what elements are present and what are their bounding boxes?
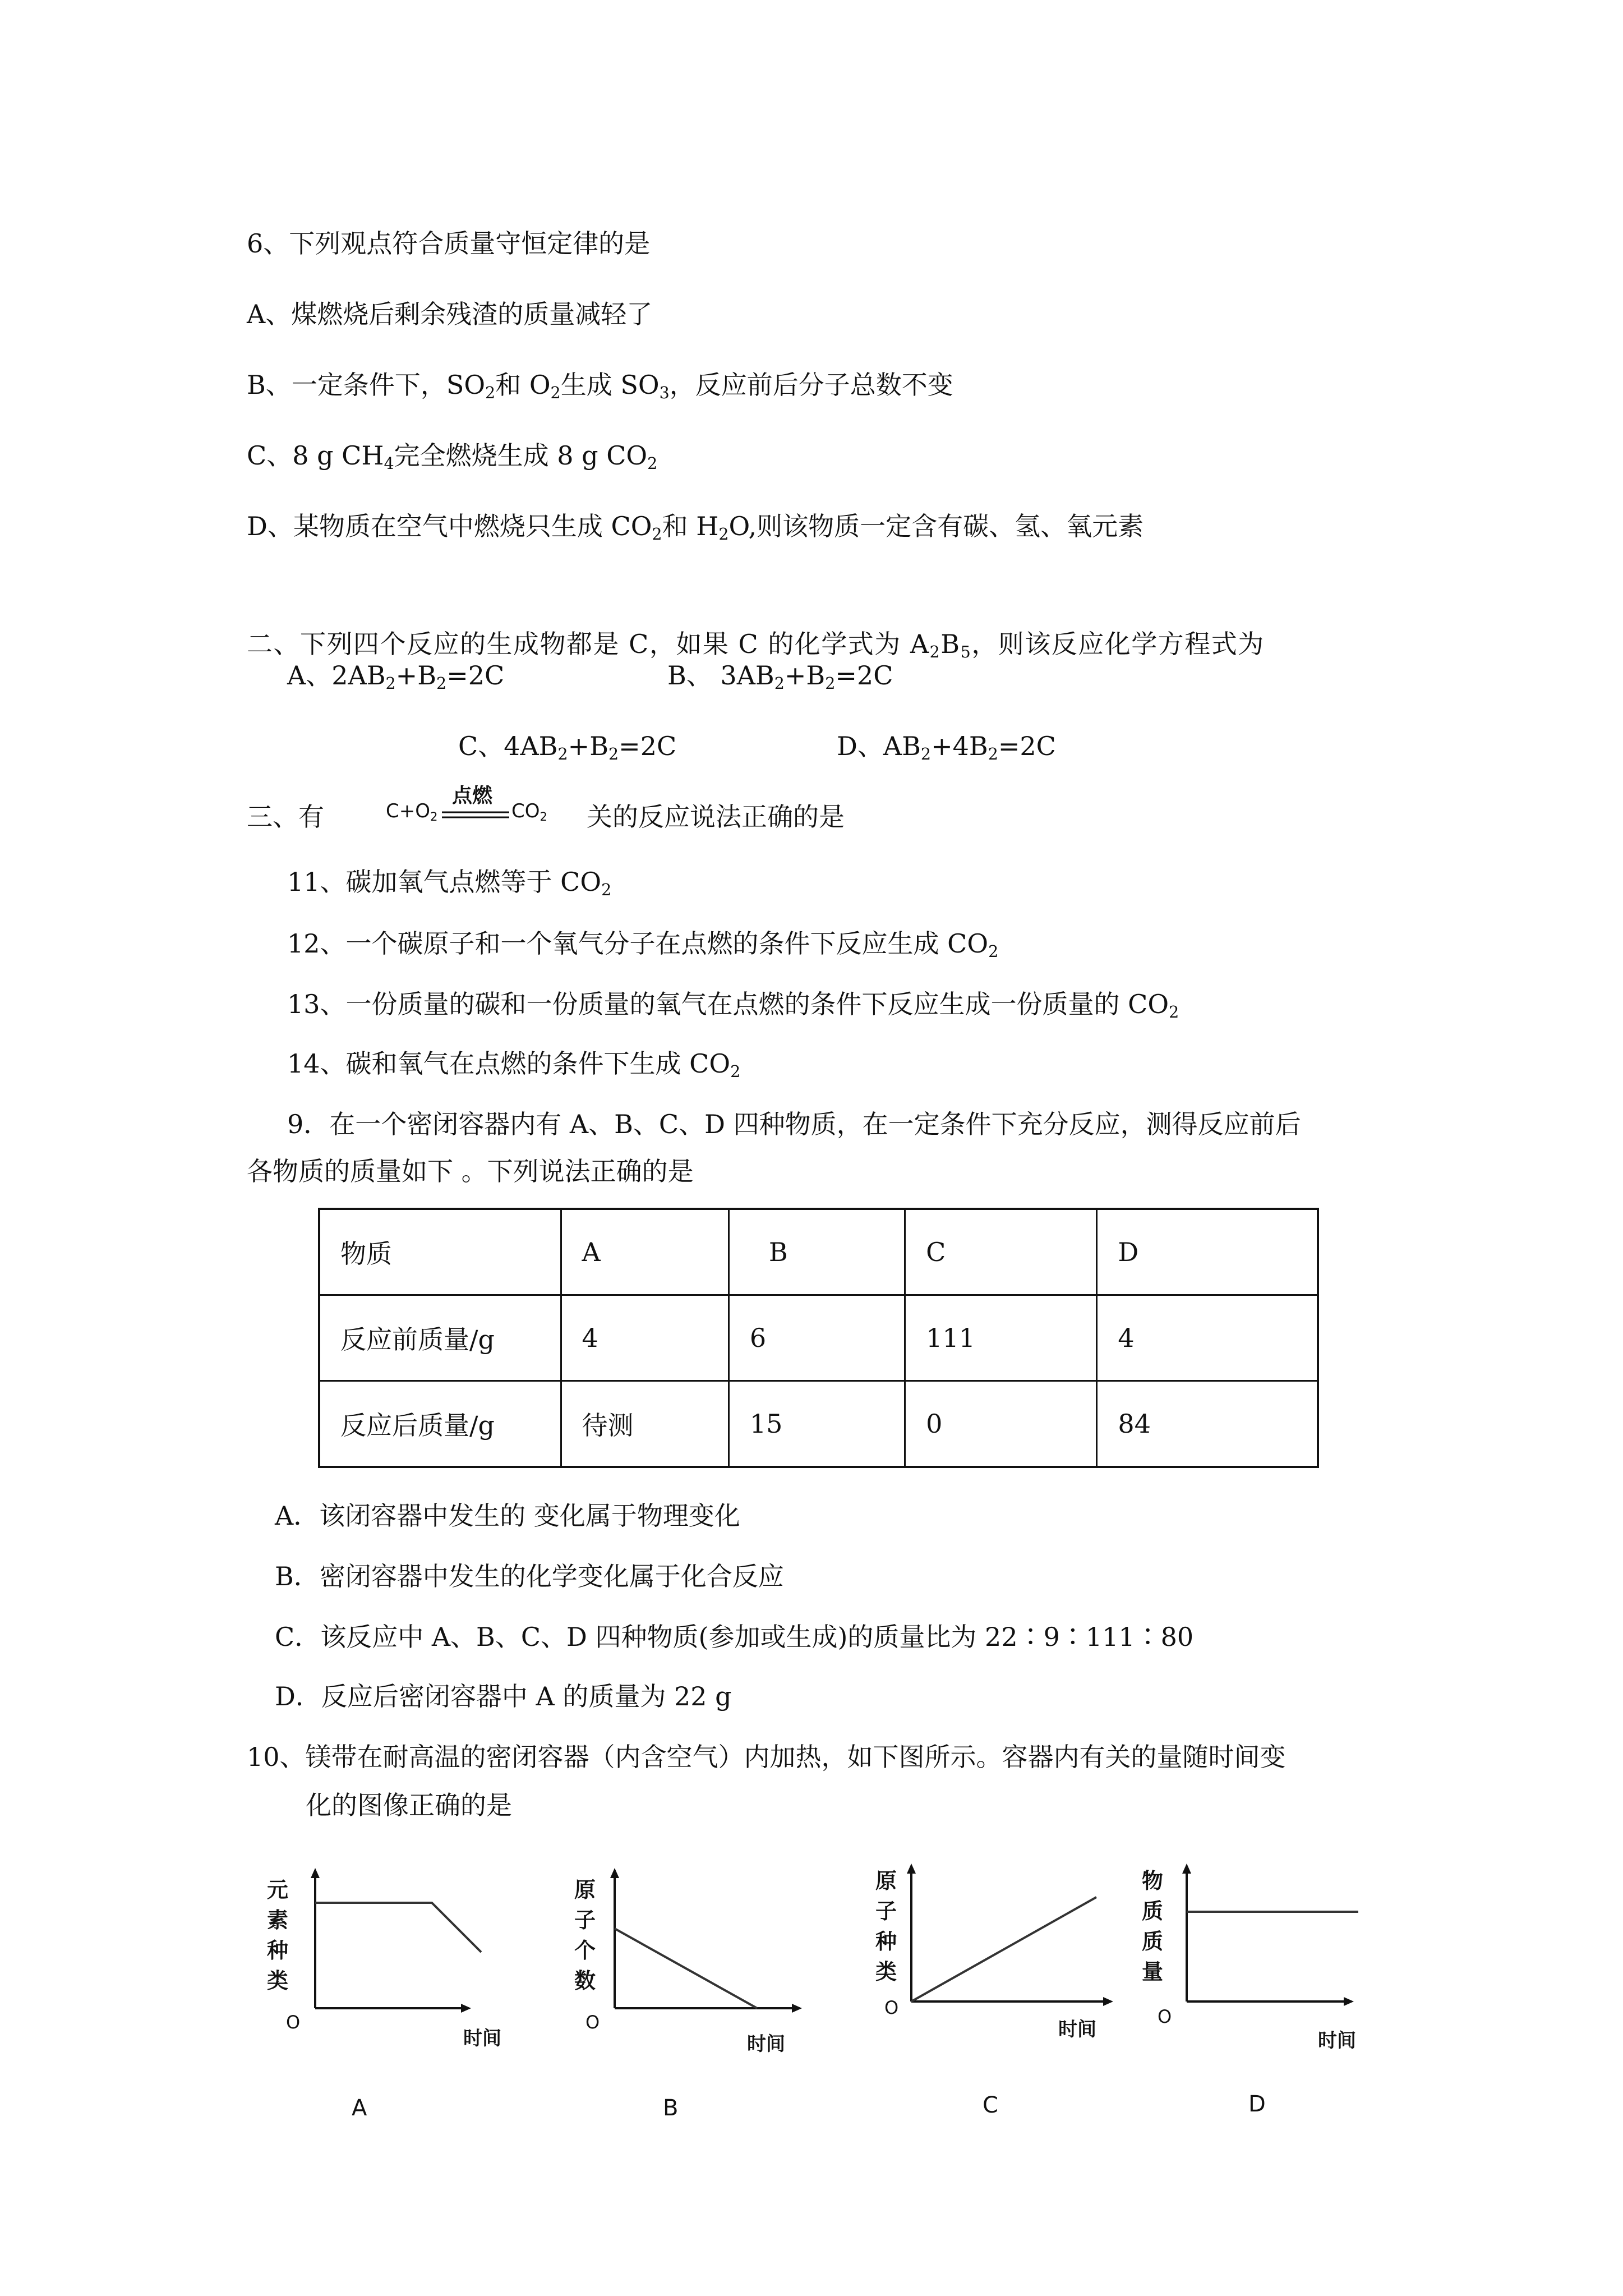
y-axis-arrow bbox=[610, 1868, 619, 1878]
q9-stem-line2: 各物质的质量如下 。下列说法正确的是 bbox=[247, 1156, 694, 1186]
graph-a-origin: O bbox=[286, 2012, 301, 2033]
q7-option-d-mid: +4B bbox=[931, 731, 988, 761]
graph-c-letter: C bbox=[983, 2092, 998, 2118]
q7-option-c-pre: C、4AB bbox=[458, 731, 558, 761]
graph-c-x-label: 时间 bbox=[1058, 2018, 1096, 2041]
equation-lhs-text: C+O bbox=[386, 800, 430, 822]
q9-option-a: A．该闭容器中发生的 变化属于物理变化 bbox=[275, 1501, 740, 1531]
q9-option-b: B．密闭容器中发生的化学变化属于化合反应 bbox=[275, 1561, 784, 1591]
q9-stem-line1: 9．在一个密闭容器内有 A、B、C、D 四种物质，在一定条件下充分反应，测得反应前后 bbox=[287, 1109, 1301, 1139]
q7-option-a-post: =2C bbox=[446, 660, 505, 691]
q8-item-12 bbox=[287, 927, 998, 960]
x-axis-arrow bbox=[792, 2004, 802, 2013]
q8-stem-post: 关的反应说法正确的是 bbox=[587, 802, 845, 832]
q6-option-c-label: C、 bbox=[247, 440, 293, 471]
y-label-char: 种 bbox=[266, 1938, 288, 1963]
q7-stem-mid: B bbox=[940, 629, 961, 659]
subscript: 4 bbox=[384, 454, 394, 473]
y-axis-arrow bbox=[907, 1864, 916, 1874]
q6-option-c-mid: 完全燃烧生成 8 g CO bbox=[394, 440, 648, 471]
y-axis-arrow bbox=[311, 1868, 320, 1878]
q6-option-c-pre: 8 g CH bbox=[292, 440, 384, 471]
subscript: 2 bbox=[601, 880, 612, 899]
y-label-char: 个 bbox=[574, 1938, 596, 1963]
table-cell: 0 bbox=[905, 1381, 1097, 1467]
y-label-char: 种 bbox=[875, 1929, 897, 1954]
q7-stem-pre: 二、下列四个反应的生成物都是 C，如果 C 的化学式为 A bbox=[247, 629, 930, 659]
q6-option-a-label: A、 bbox=[247, 299, 292, 329]
graph-a-x-label: 时间 bbox=[463, 2027, 501, 2050]
q8-item-13 bbox=[287, 987, 1179, 1021]
y-label-char: 子 bbox=[574, 1908, 596, 1932]
table-cell: C bbox=[905, 1209, 1097, 1295]
q6-option-d-post: O,则该物质一定含有碳、氢、氧元素 bbox=[728, 511, 1144, 541]
subscript: 2 bbox=[718, 524, 729, 544]
equation-rhs bbox=[511, 800, 547, 822]
q6-option-c bbox=[247, 439, 657, 472]
graph-a bbox=[264, 1868, 499, 2059]
table-row bbox=[319, 1381, 1318, 1467]
subscript: 5 bbox=[960, 642, 972, 661]
y-label-char: 质 bbox=[1141, 1929, 1163, 1954]
subscript: 2 bbox=[920, 744, 932, 763]
x-axis-arrow bbox=[461, 2004, 471, 2013]
q6-option-a bbox=[247, 297, 652, 331]
equation-condition: 点燃 bbox=[452, 784, 493, 807]
subscript: 2 bbox=[550, 383, 561, 402]
q7-stem-post: ，则该反应化学方程式为 bbox=[971, 629, 1265, 659]
q7-option-b bbox=[667, 659, 893, 692]
data-line bbox=[315, 1903, 481, 1952]
subscript: 2 bbox=[385, 674, 396, 693]
subscript: 2 bbox=[988, 942, 999, 961]
subscript: 2 bbox=[1169, 1002, 1179, 1022]
table-cell: B bbox=[728, 1209, 905, 1295]
data-line bbox=[615, 1929, 757, 2008]
y-label-char: 量 bbox=[1141, 1959, 1163, 1984]
q7-option-a-pre: A、2AB bbox=[287, 660, 386, 691]
q6-option-b-label: B、 bbox=[247, 370, 292, 400]
graph-b-origin: O bbox=[585, 2012, 600, 2033]
q7-option-a-mid: +B bbox=[395, 660, 437, 691]
graph-d bbox=[1138, 1862, 1385, 2053]
graph-b-letter: B bbox=[663, 2095, 679, 2121]
y-label-char: 素 bbox=[266, 1908, 288, 1932]
q8-item-11 bbox=[287, 865, 611, 899]
subscript: 2 bbox=[774, 674, 785, 693]
y-label-char: 类 bbox=[875, 1959, 897, 1984]
q8-item-text: 13、一份质量的碳和一份质量的氧气在点燃的条件下反应生成一份质量的 CO bbox=[287, 989, 1169, 1019]
table-cell: 反应前质量/g bbox=[319, 1295, 561, 1381]
equation-rhs-text: CO bbox=[511, 800, 540, 822]
table-cell: 物质 bbox=[319, 1209, 561, 1295]
subscript: 2 bbox=[557, 744, 568, 763]
table-cell: 6 bbox=[728, 1295, 905, 1381]
table-cell: 4 bbox=[1097, 1295, 1318, 1381]
q6-stem: 6、下列观点符合质量守恒定律的是 bbox=[247, 228, 651, 259]
q10-stem-line2: 化的图像正确的是 bbox=[306, 1790, 512, 1820]
q6-option-d-mid: 和 H bbox=[662, 511, 719, 541]
subscript: 3 bbox=[659, 383, 670, 402]
q7-option-d-pre: D、AB bbox=[837, 731, 921, 761]
subscript: 2 bbox=[647, 454, 658, 473]
graph-d-plot bbox=[1138, 1862, 1385, 2053]
subscript: 2 bbox=[608, 744, 619, 763]
table-cell: D bbox=[1097, 1209, 1318, 1295]
q7-option-c bbox=[458, 729, 676, 763]
x-axis-arrow bbox=[1103, 1997, 1113, 2006]
x-axis-arrow bbox=[1344, 1997, 1354, 2006]
table-row bbox=[319, 1295, 1318, 1381]
subscript: 2 bbox=[430, 809, 438, 823]
q10-stem-line1: 10、镁带在耐高温的密闭容器（内含空气）内加热，如下图所示。容器内有关的量随时间变 bbox=[247, 1742, 1286, 1772]
graph-d-origin: O bbox=[1158, 2006, 1172, 2027]
graph-b bbox=[571, 1868, 806, 2059]
equation-lhs bbox=[386, 800, 437, 822]
table-cell: 15 bbox=[728, 1381, 905, 1467]
y-label-char: 原 bbox=[875, 1869, 897, 1893]
subscript: 2 bbox=[540, 809, 547, 823]
q7-option-b-post: =2C bbox=[835, 660, 893, 691]
q6-option-b bbox=[247, 368, 953, 402]
q7-option-b-mid: +B bbox=[784, 660, 826, 691]
graph-b-x-label: 时间 bbox=[747, 2033, 785, 2055]
mass-data-table bbox=[318, 1208, 1319, 1468]
q7-stem bbox=[247, 627, 1265, 661]
graph-c bbox=[872, 1862, 1119, 2053]
q8-item-14 bbox=[287, 1047, 740, 1080]
q6-option-b-pre: 一定条件下，SO bbox=[291, 370, 486, 400]
q6-option-d bbox=[247, 509, 1144, 543]
y-label-char: 类 bbox=[266, 1968, 288, 1993]
q7-option-c-post: =2C bbox=[619, 731, 677, 761]
q7-option-c-mid: +B bbox=[568, 731, 609, 761]
table-cell: 4 bbox=[561, 1295, 728, 1381]
q7-option-b-pre: B、 3AB bbox=[667, 660, 774, 691]
q7-option-a bbox=[287, 659, 504, 692]
table-cell: A bbox=[561, 1209, 728, 1295]
q6-option-a-text: 煤燃烧后剩余残渣的质量减轻了 bbox=[291, 299, 653, 329]
subscript: 2 bbox=[652, 524, 662, 544]
y-label-char: 子 bbox=[875, 1899, 897, 1924]
y-label-char: 数 bbox=[574, 1968, 596, 1993]
subscript: 2 bbox=[730, 1062, 741, 1081]
subscript: 2 bbox=[988, 744, 998, 763]
y-label-char: 物 bbox=[1141, 1869, 1163, 1893]
data-line bbox=[911, 1897, 1096, 2001]
table-cell: 待测 bbox=[561, 1381, 728, 1467]
q9-option-c: C．该反应中 A、B、C、D 四种物质(参加或生成)的质量比为 22∶9∶111∶80 bbox=[275, 1622, 1194, 1652]
q8-item-text: 12、一个碳原子和一个氧气分子在点燃的条件下反应生成 CO bbox=[287, 928, 989, 959]
q6-option-b-post: ，反应前后分子总数不变 bbox=[669, 370, 953, 400]
q6-option-b-mid2: 生成 SO bbox=[560, 370, 660, 400]
y-label-char: 原 bbox=[574, 1878, 596, 1902]
table-cell: 84 bbox=[1097, 1381, 1318, 1467]
q6-option-d-label: D、 bbox=[247, 511, 293, 541]
table-header-row bbox=[319, 1209, 1318, 1295]
y-axis-arrow bbox=[1182, 1864, 1191, 1874]
subscript: 2 bbox=[485, 383, 496, 402]
q8-item-text: 14、碳和氧气在点燃的条件下生成 CO bbox=[287, 1048, 731, 1079]
graph-d-letter: D bbox=[1248, 2091, 1266, 2117]
subscript: 2 bbox=[436, 674, 447, 693]
y-label-char: 元 bbox=[266, 1878, 288, 1902]
q9-option-d: D．反应后密闭容器中 A 的质量为 22 g bbox=[275, 1681, 732, 1711]
graph-d-x-label: 时间 bbox=[1318, 2030, 1356, 2052]
table-cell: 反应后质量/g bbox=[319, 1381, 561, 1467]
q7-option-d-post: =2C bbox=[998, 731, 1056, 761]
graph-a-letter: A bbox=[352, 2095, 367, 2121]
q8-stem-pre: 三、有 bbox=[247, 802, 324, 832]
subscript: 2 bbox=[825, 674, 836, 693]
y-label-char: 质 bbox=[1141, 1899, 1163, 1924]
q6-option-b-mid: 和 O bbox=[495, 370, 551, 400]
q6-option-d-pre: 某物质在空气中燃烧只生成 CO bbox=[293, 511, 652, 541]
q7-option-d bbox=[837, 729, 1056, 763]
table-cell: 111 bbox=[905, 1295, 1097, 1381]
q8-item-text: 11、碳加氧气点燃等于 CO bbox=[287, 867, 602, 897]
reaction-equation bbox=[386, 784, 566, 834]
graph-c-origin: O bbox=[884, 1997, 899, 2018]
subscript: 2 bbox=[929, 642, 941, 661]
